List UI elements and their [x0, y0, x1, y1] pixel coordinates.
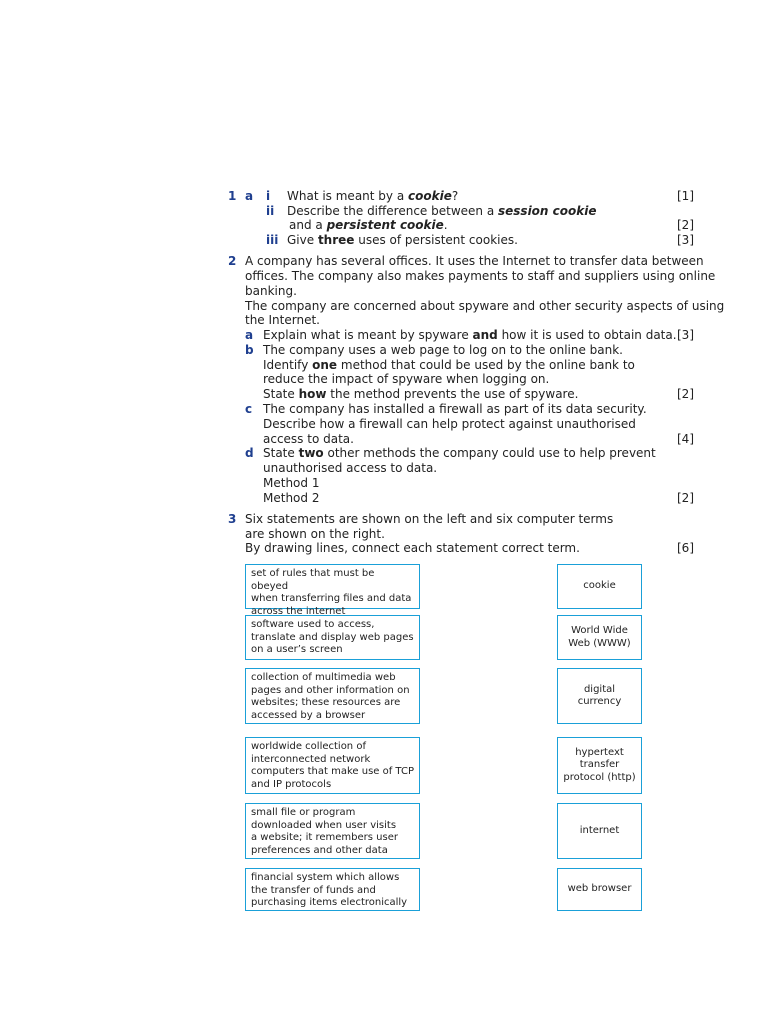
statement-line: on a user’s screen: [251, 644, 343, 655]
q2-d-line2: unauthorised access to data.: [263, 461, 438, 475]
q2-part-c-label: c: [245, 402, 253, 416]
statement-line: worldwide collection of: [251, 741, 366, 752]
statement-line: collection of multimedia web: [251, 672, 396, 683]
q1-ai-text: What is meant by a cookie?: [287, 189, 459, 203]
statement-line: across the internet: [251, 605, 346, 617]
q2-b-line2: Identify one method that could be used by the online bank to: [263, 358, 635, 372]
q1-aii-line1: Describe the difference between a session cookie: [287, 204, 597, 218]
statement-line: accessed by a browser: [251, 709, 366, 721]
q1-ai-marks: [1]: [677, 189, 694, 203]
term-box[interactable]: [557, 868, 642, 911]
term-label: World Wide Web (WWW): [568, 625, 631, 649]
statement-line: downloaded when user visits: [251, 819, 397, 831]
q3-line1: Six statements are shown on the left and six computer terms: [245, 512, 614, 526]
term-box[interactable]: [557, 668, 642, 724]
statement-line: computers that make use of TCP: [251, 766, 414, 777]
statement-box[interactable]: [245, 668, 420, 724]
q1-aiii-marks: [3]: [677, 233, 694, 247]
q2-b-line3: reduce the impact of spyware when logging on.: [263, 372, 550, 386]
statement-box[interactable]: [245, 868, 420, 911]
q1-sub-iii-label: iii: [266, 233, 279, 247]
q2-d-method1: Method 1: [263, 476, 320, 490]
question-number-1: 1: [228, 189, 237, 203]
statement-line: websites; these resources are: [251, 697, 401, 708]
q2-c-marks: [4]: [677, 432, 694, 446]
statement-box[interactable]: [245, 564, 420, 617]
statement-box[interactable]: [245, 803, 420, 859]
q3-marks: [6]: [677, 541, 694, 555]
statement-line: pages and other information on: [251, 684, 410, 696]
q2-a-marks: [3]: [677, 328, 694, 342]
term-label: hypertext transfer protocol (http): [563, 746, 636, 783]
q1-aii-line2: and a persistent cookie.: [289, 218, 448, 232]
q1-sub-i-label: i: [266, 189, 271, 203]
term-label: internet: [579, 824, 620, 836]
term-label: digital currency: [577, 683, 622, 707]
q1-aiii-text: Give three uses of persistent cookies.: [287, 233, 518, 247]
q2-b-marks: [2]: [677, 387, 694, 401]
q2-c-line3: access to data.: [263, 432, 354, 446]
q2-b-line1: The company uses a web page to log on to the online bank.: [263, 343, 623, 357]
statement-line: small file or program: [251, 807, 356, 818]
q2-intro-line: the Internet.: [245, 313, 320, 327]
statement-box[interactable]: [245, 615, 420, 660]
q2-intro-line: The company are concerned about spyware and other security aspects of using: [245, 299, 725, 313]
question-number-2: 2: [228, 254, 237, 268]
q2-c-line1: The company has installed a firewall as part of its data security.: [263, 402, 647, 416]
q2-part-a-label: a: [245, 328, 254, 342]
term-label: web browser: [567, 883, 632, 895]
q2-part-b-label: b: [245, 343, 254, 357]
term-box[interactable]: [557, 615, 642, 660]
q1-sub-ii-label: ii: [266, 204, 275, 218]
statement-line: translate and display web pages: [251, 631, 414, 643]
statement-line: when transferring files and data: [251, 593, 412, 604]
statement-line: purchasing items electronically: [251, 897, 408, 908]
q2-part-d-label: d: [245, 446, 254, 460]
statement-line: set of rules that must be obeyed: [251, 568, 375, 592]
q2-d-method2: Method 2: [263, 491, 320, 505]
statement-line: a website; it remembers user: [251, 832, 398, 843]
q1-part-a-label: a: [245, 189, 254, 203]
q3-line2: are shown on the right.: [245, 527, 385, 541]
statement-line: software used to access,: [251, 619, 375, 630]
statement-line: preferences and other data: [251, 844, 388, 856]
q3-line3: By drawing lines, connect each statement correct term.: [245, 541, 580, 555]
q2-intro-line: A company has several offices. It uses the Internet to transfer data between: [245, 254, 704, 268]
term-label: cookie: [583, 580, 616, 592]
q2-intro-line: offices. The company also makes payments to staff and suppliers using online: [245, 269, 716, 283]
q1-aii-marks: [2]: [677, 218, 694, 232]
q2-c-line2: Describe how a firewall can help protect against unauthorised: [263, 417, 636, 431]
statement-line: and IP protocols: [251, 778, 332, 790]
statement-line: interconnected network: [251, 753, 371, 765]
q2-b-line4: State how the method prevents the use of spyware.: [263, 387, 579, 401]
term-box[interactable]: [557, 737, 642, 794]
term-box[interactable]: [557, 564, 642, 609]
q2-a-text: Explain what is meant by spyware and how it is used to obtain data.: [263, 328, 677, 342]
statement-line: the transfer of funds and: [251, 884, 376, 896]
statement-line: financial system which allows: [251, 872, 400, 883]
q2-intro-line: banking.: [245, 284, 297, 298]
statement-box[interactable]: [245, 737, 420, 794]
q2-d-marks: [2]: [677, 491, 694, 505]
q2-d-line1: State two other methods the company could use to help prevent: [263, 446, 656, 460]
question-number-3: 3: [228, 512, 237, 526]
term-box[interactable]: [557, 803, 642, 859]
